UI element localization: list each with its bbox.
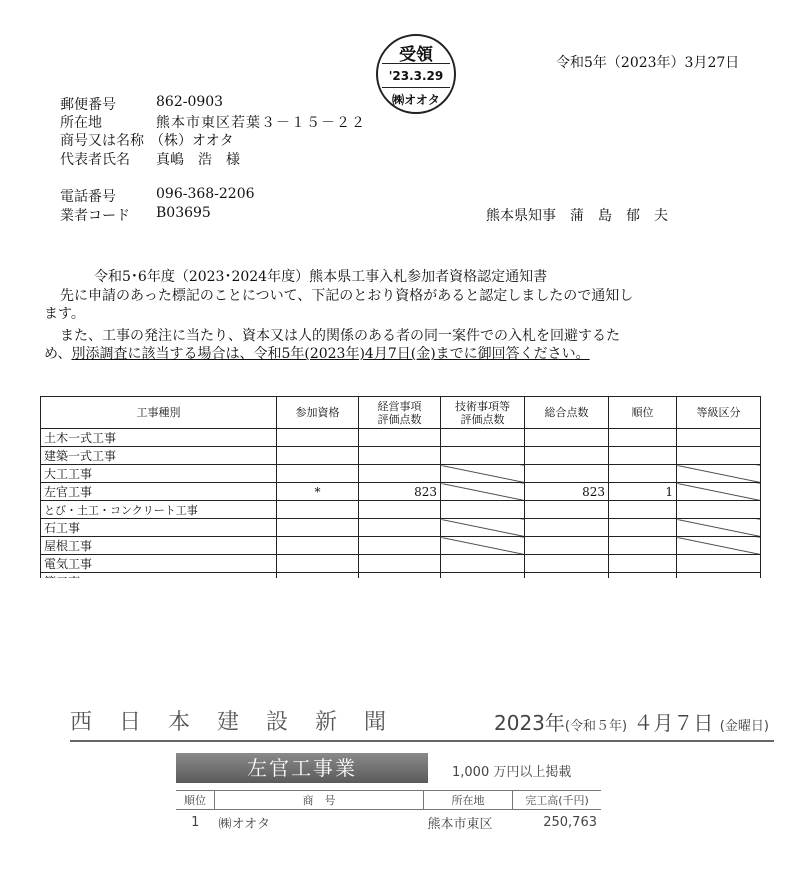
row-type: 土木一式工事	[41, 429, 277, 447]
table-row	[41, 501, 761, 519]
row-technical-score	[441, 555, 525, 573]
row-management-score	[359, 429, 441, 447]
row-rank	[609, 519, 677, 537]
row-management-score	[359, 555, 441, 573]
row-type: 建築一式工事	[41, 447, 277, 465]
row-total-score	[525, 447, 609, 465]
row-technical-score	[441, 501, 525, 519]
row-technical-score	[441, 447, 525, 465]
stamp-company: ㈱オオタ	[392, 93, 440, 107]
row-qualification	[277, 537, 359, 555]
col-header-technical-score: 技術事項等 評価点数	[441, 397, 525, 429]
col-header-completed-amount: 完工高(千円)	[513, 791, 602, 810]
row-qualification	[277, 447, 359, 465]
row-rank	[609, 429, 677, 447]
newspaper-name: 西日本建設新聞	[70, 710, 414, 735]
table-row	[41, 465, 761, 483]
postal-code-label: 郵便番号	[60, 97, 116, 113]
sender-name: 熊本県知事 蒲 島 郁 夫	[486, 208, 668, 224]
company-name-label: 商号又は名称	[60, 133, 144, 149]
row-technical-score-struck	[441, 483, 525, 501]
row-qualification	[277, 555, 359, 573]
row-grade-struck	[677, 519, 761, 537]
row-type: 石工事	[41, 519, 277, 537]
row-total-score	[525, 519, 609, 537]
row-qualification	[277, 519, 359, 537]
table-row	[41, 447, 761, 465]
ranking-location: 熊本市東区	[427, 817, 493, 832]
newspaper-date	[494, 707, 769, 736]
newspaper-masthead-rule	[70, 740, 774, 742]
postal-code-value: 862-0903	[156, 94, 224, 110]
row-rank	[609, 555, 677, 573]
row-management-score	[359, 519, 441, 537]
row-qualification	[277, 465, 359, 483]
col-header-type: 工事種別	[41, 397, 277, 429]
row-technical-score-struck	[441, 519, 525, 537]
phone-value: 096-368-2206	[156, 186, 255, 202]
row-type: 左官工事	[41, 483, 277, 501]
row-grade-struck	[677, 483, 761, 501]
row-qualification	[277, 429, 359, 447]
notice-para2-line1: また、工事の発注に当たり、資本又は人的関係のある者の同一案件での入札を回避するた	[60, 328, 620, 344]
row-technical-score-struck	[441, 537, 525, 555]
row-qualification	[277, 501, 359, 519]
representative-label: 代表者氏名	[60, 152, 130, 168]
ranking-table	[176, 790, 601, 835]
row-rank	[609, 501, 677, 519]
date-weekday: (金曜日)	[719, 719, 769, 734]
col-header-grade: 等級区分	[677, 397, 761, 429]
row-technical-score	[441, 429, 525, 447]
notice-para2-prefix: め、	[44, 346, 72, 362]
col-header-management-score: 経営事項 評価点数	[359, 397, 441, 429]
col-header-qualification: 参加資格	[277, 397, 359, 429]
stamp-divider	[382, 63, 450, 64]
table-row	[41, 429, 761, 447]
row-management-score	[359, 447, 441, 465]
row-type: 大工工事	[41, 465, 277, 483]
col-header-total-score: 総合点数	[525, 397, 609, 429]
row-total-score: 823	[525, 483, 609, 501]
stamp-divider	[382, 87, 450, 88]
row-total-score	[525, 555, 609, 573]
table-row	[41, 483, 761, 501]
col-header-company: 商 号	[215, 791, 424, 810]
notice-para1-line2: ます。	[44, 306, 85, 322]
row-grade	[677, 429, 761, 447]
row-technical-score-struck	[441, 465, 525, 483]
qualification-table	[40, 396, 761, 591]
vendor-code-value: B03695	[156, 205, 211, 221]
row-management-score	[359, 465, 441, 483]
row-type: 電気工事	[41, 555, 277, 573]
row-total-score	[525, 465, 609, 483]
col-header-rank: 順位	[609, 397, 677, 429]
vendor-code-label: 業者コード	[60, 208, 130, 224]
row-grade-struck	[677, 537, 761, 555]
listing-threshold-note: 1,000 万円以上掲載	[452, 765, 572, 780]
row-total-score	[525, 537, 609, 555]
ranking-company: ㈱オオタ	[218, 817, 271, 832]
received-stamp	[376, 34, 456, 114]
ranking-row	[176, 810, 601, 836]
stamp-date: '23.3.29	[388, 69, 444, 83]
ranking-header-row	[176, 791, 601, 810]
phone-label: 電話番号	[60, 189, 116, 205]
row-management-score: 823	[359, 483, 441, 501]
date-year: 2023年	[494, 711, 565, 735]
table-row	[41, 555, 761, 573]
notice-deadline-text: 別添調査に該当する場合は、令和5年(2023年)4月7日(金)までに御回答ください。	[71, 346, 590, 362]
row-rank: 1	[609, 483, 677, 501]
row-total-score	[525, 429, 609, 447]
row-grade	[677, 555, 761, 573]
notice-para1-line1: 先に申請のあった標記のことについて、下記のとおり資格があると認定しましたので通知し	[60, 288, 634, 304]
row-total-score	[525, 501, 609, 519]
row-type: とび・土工・コンクリート工事	[41, 501, 277, 519]
date-month-day: ４月７日	[633, 711, 714, 735]
row-rank	[609, 537, 677, 555]
row-management-score	[359, 501, 441, 519]
table-row	[41, 537, 761, 555]
row-qualification: *	[277, 483, 359, 501]
representative-value: 真嶋 浩 様	[156, 152, 240, 168]
issue-date: 令和5年（2023年）3月27日	[556, 55, 740, 71]
col-header-location: 所在地	[424, 791, 513, 810]
address-label: 所在地	[60, 115, 102, 131]
row-rank	[609, 465, 677, 483]
section-banner: 左官工事業	[176, 753, 428, 783]
notice-title: 令和5･6年度（2023･2024年度）熊本県工事入札参加者資格認定通知書	[94, 269, 548, 285]
row-grade	[677, 501, 761, 519]
row-grade-struck	[677, 465, 761, 483]
address-value: 熊本市東区若葉３－１５－２２	[156, 115, 366, 131]
row-grade	[677, 447, 761, 465]
table-row	[41, 519, 761, 537]
date-era: (令和５年)	[564, 719, 628, 734]
ranking-amount: 250,763	[543, 815, 597, 830]
table-header-row	[41, 397, 761, 429]
ranking-rank: 1	[191, 815, 200, 830]
company-name-value: （株）オオタ	[150, 133, 234, 149]
row-management-score	[359, 537, 441, 555]
col-header-rank: 順位	[176, 791, 215, 810]
stamp-received-text: 受領	[399, 45, 433, 65]
notice-para2-line2	[44, 343, 590, 363]
row-type: 屋根工事	[41, 537, 277, 555]
row-rank	[609, 447, 677, 465]
